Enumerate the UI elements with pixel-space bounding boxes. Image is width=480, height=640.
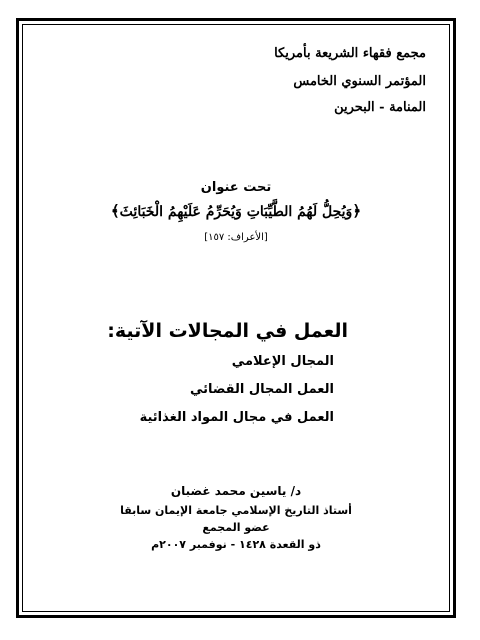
verse-open-bracket: ﴿ [352,202,362,220]
main-heading: العمل في المجالات الآتية: [107,320,348,342]
quran-verse [22,202,450,220]
author-membership: عضو المجمع [202,521,270,534]
verse-reference: [الأعراف: ١٥٧] [204,232,268,243]
field-item-media: المجال الإعلامي [231,354,334,369]
conference-name: المؤتمر السنوي الخامس [293,74,426,89]
author-name: د/ ياسين محمد غضبان [170,484,302,498]
field-item-judicial: العمل المجال القضائي [189,382,334,397]
document-date: ذو القعدة ١٤٢٨ - نوفمبر ٢٠٠٧م [151,538,321,551]
conference-location: المنامة - البحرين [334,100,426,115]
author-position: أستاذ التاريخ الإسلامي جامعة الإيمان سابقا [120,504,352,517]
verse-text: وَيُحِلُّ لَهُمُ الطَّيِّبَاتِ وَيُحَرِّمُ عَلَيْهِمُ الْخَبَائِثَ [119,204,353,220]
author-block [22,484,450,551]
organization-name: مجمع فقهاء الشريعة بأمريكا [274,46,426,61]
title-label: تحت عنوان [200,180,272,195]
field-item-food: العمل في مجال المواد الغذائية [139,410,334,425]
document-page [22,24,450,612]
verse-close-bracket: ﴾ [110,202,120,220]
